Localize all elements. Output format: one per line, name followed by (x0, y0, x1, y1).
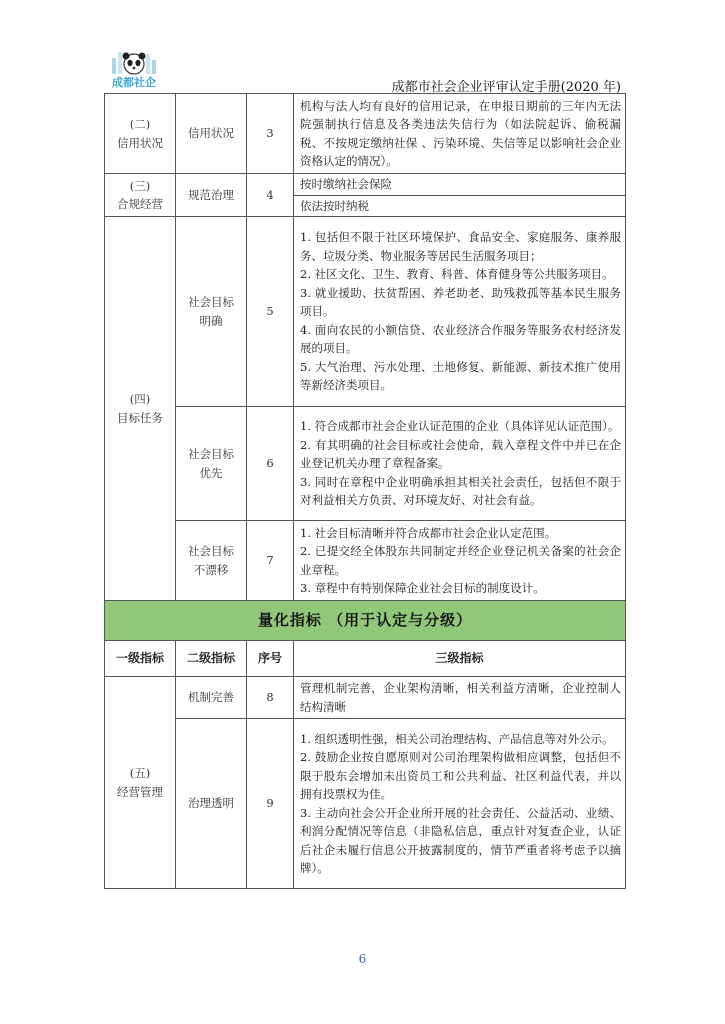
table-row (105, 521, 626, 601)
logo-text: 成都社企 (112, 76, 156, 89)
criteria-line: 管理机制完善，企业架构清晰，相关利益方清晰，企业控制人结构清晰 (300, 681, 621, 714)
column-header-row (105, 641, 626, 677)
criteria-line: 机构与法人均有良好的信用记录，在申报日期前的三年内无法院强制执行信息及各类违法失信行为（如法院起诉、偷税漏税、不按规定缴纳社保 、污染环境、失信等足以影响社会企业资格认定的情况）。 (300, 98, 621, 168)
criteria-line: 3. 就业援助、扶贫帮困、养老助老、助残救孤等基本民生服务项目。 (300, 285, 621, 319)
category-compliance (105, 174, 176, 217)
criteria-line: 1. 包括但不限于社区环境保护、食品安全、家庭服务、康养服务、垃圾分类、物业服务等居民生活服务项目； (300, 230, 621, 263)
page-header-title: 成都市社会企业评审认定手册(2020 年) (391, 80, 621, 95)
section-band-title: 量化指标 （用于认定与分级） (105, 601, 626, 641)
criteria-line: 3. 章程中有特别保障企业社会目标的制度设计。 (300, 581, 545, 595)
subcategory-cell: 机制完善 (176, 677, 247, 719)
table-row (105, 407, 626, 521)
criteria-line: 2. 鼓励企业按自愿原则对公司治理架构做相应调整，包括但不限于股东会增加未出资员工和公共利益、社区利益代表，并以拥有投票权为佳。 (300, 750, 621, 801)
criteria-text (294, 677, 626, 719)
row-number: 4 (247, 174, 294, 217)
section-band (105, 601, 626, 641)
criteria-line: 3. 主动向社会公开企业所开展的社会责任、公益活动、业绩、利润分配情况等信息（非隐私信息，重点针对复查企业，认证后社企未履行信息公开披露制度的，情节严重者将考虑予以摘牌）。 (300, 805, 621, 875)
row-number: 5 (247, 217, 294, 407)
column-header: 序号 (247, 641, 294, 677)
criteria-line: 2. 有其明确的社会目标或社会使命，载入章程文件中并已在企业登记机关办理了章程备案。 (300, 437, 621, 471)
table-row (105, 94, 626, 174)
table-row (105, 217, 626, 407)
category-index: (五) (129, 766, 151, 780)
category-goals (105, 217, 176, 601)
category-label: 目标任务 (117, 410, 163, 425)
row-number: 3 (247, 94, 294, 174)
category-label: 经营管理 (117, 784, 163, 799)
category-label: 合规经营 (117, 197, 163, 211)
criteria-line: 1. 符合成都市社会企业认证范围的企业（具体详见认证范围）。 (300, 419, 620, 434)
criteria-text (294, 521, 626, 601)
subcategory-line: 不漂移 (193, 562, 229, 577)
row-number: 9 (247, 719, 294, 889)
criteria-table (104, 93, 626, 889)
subcategory-cell: 规范治理 (176, 174, 247, 217)
column-header: 一级指标 (105, 641, 176, 677)
table-row (105, 719, 626, 889)
category-index: (二) (129, 117, 151, 131)
criteria-text: 按时缴纳社会保险 (294, 174, 626, 196)
logo (108, 48, 160, 90)
subcategory-cell (176, 521, 247, 601)
criteria-text (294, 94, 626, 174)
subcategory-cell (176, 217, 247, 407)
subcategory-line: 优先 (199, 465, 223, 480)
row-number: 8 (247, 677, 294, 719)
criteria-text: 依法按时纳税 (294, 195, 626, 217)
column-header: 二级指标 (176, 641, 247, 677)
category-label: 信用状况 (117, 135, 163, 150)
criteria-text (294, 217, 626, 407)
subcategory-cell: 信用状况 (176, 94, 247, 174)
criteria-text (294, 407, 626, 521)
category-management (105, 677, 176, 889)
subcategory-line: 社会目标 (188, 295, 234, 309)
subcategory-line: 明确 (199, 313, 223, 328)
criteria-line: 1. 社会目标清晰并符合成都市社会企业认定范围。 (300, 525, 557, 540)
category-index: (四) (129, 392, 151, 406)
subcategory-cell (176, 407, 247, 521)
table-row (105, 174, 626, 196)
table-row (105, 677, 626, 719)
page-number: 6 (358, 952, 367, 966)
criteria-line: 2. 社区文化、卫生、教育、科普、体育健身等公共服务项目。 (300, 267, 614, 282)
row-number: 7 (247, 521, 294, 601)
criteria-line: 4. 面向农民的小额信贷、农业经济合作服务等服务农村经济发展的项目。 (300, 322, 621, 356)
criteria-line: 1. 组织透明性强，相关公司治理结构、产品信息等对外公示。 (300, 731, 614, 746)
criteria-line: 3. 同时在章程中企业明确承担其相关社会责任，包括但不限于对利益相关方负责、对环境友好、对社会有益。 (300, 474, 621, 508)
category-index: (三) (129, 178, 151, 193)
subcategory-line: 社会目标 (188, 447, 234, 461)
subcategory-line: 社会目标 (188, 544, 234, 558)
criteria-line: 2. 已提交经全体股东共同制定并经企业登记机关备案的社会企业章程。 (300, 544, 621, 577)
criteria-line: 5. 大气治理、污水处理、土地修复、新能源、新技术推广使用等新经济类项目。 (300, 359, 621, 393)
category-credit (105, 94, 176, 174)
subcategory-cell: 治理透明 (176, 719, 247, 889)
criteria-text (294, 719, 626, 889)
column-header: 三级指标 (294, 641, 626, 677)
row-number: 6 (247, 407, 294, 521)
